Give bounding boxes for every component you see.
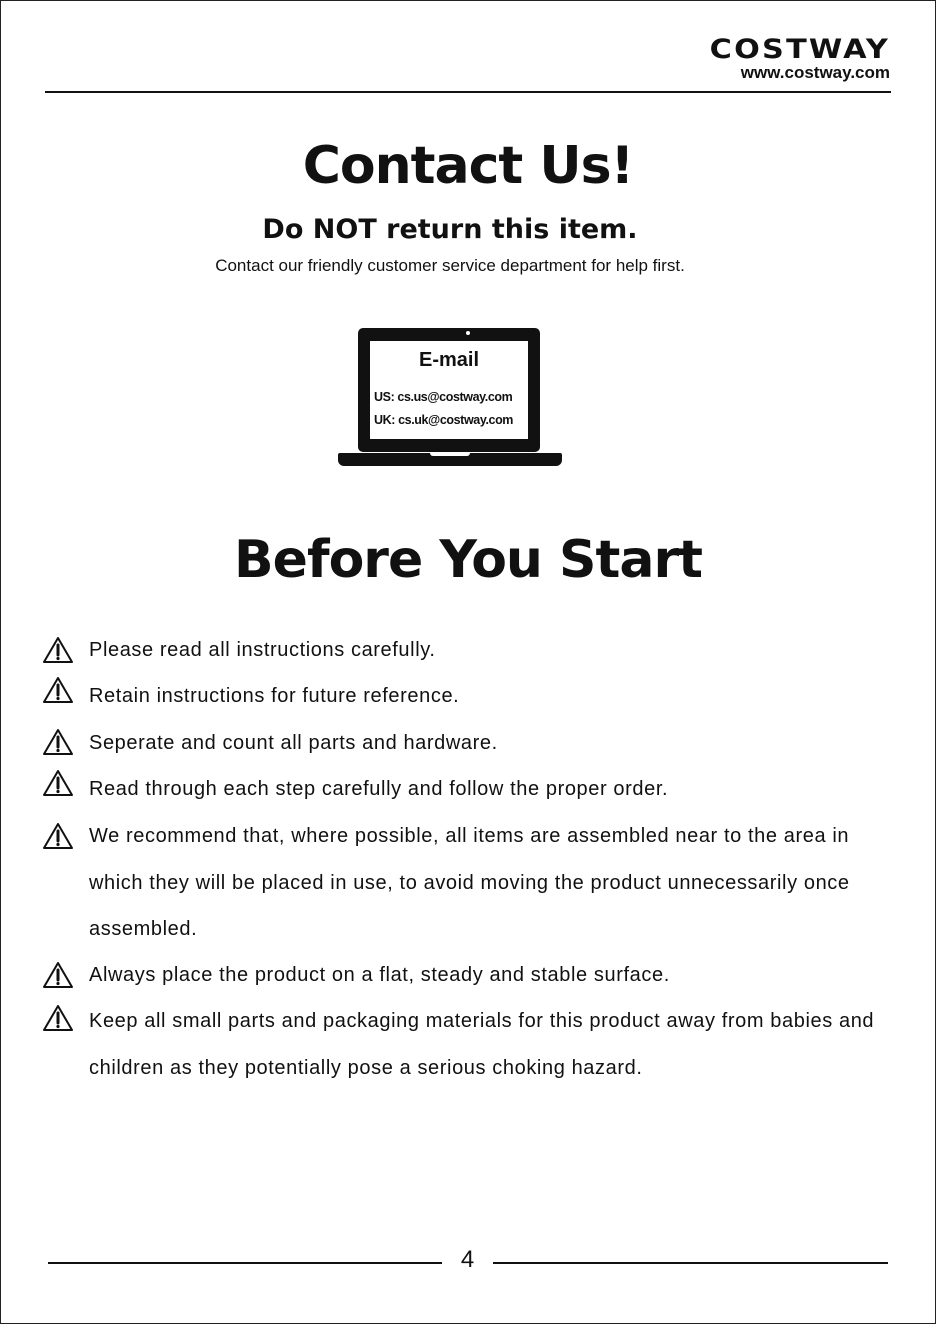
laptop-camera bbox=[466, 331, 470, 335]
no-return-subtitle: Do NOT return this item. bbox=[262, 214, 638, 245]
warning-triangle-icon bbox=[42, 636, 74, 664]
instruction-text: Seperate and count all parts and hardware. bbox=[89, 732, 498, 754]
instruction-text: We recommend that, where possible, all items are assembled near to the area in which they will be placed in use, to avoid moving the product unnecessarily once assembled. bbox=[89, 825, 850, 940]
warning-triangle-icon bbox=[42, 728, 74, 756]
email-uk: UK: cs.uk@costway.com bbox=[374, 413, 514, 427]
contact-description: Contact our friendly customer service department for help first. bbox=[215, 256, 685, 275]
warning-triangle-icon bbox=[42, 1004, 74, 1032]
instruction-text: Read through each step carefully and follow the proper order. bbox=[89, 778, 669, 800]
email-heading: E-mail bbox=[418, 349, 480, 371]
contact-title: Contact Us! bbox=[302, 136, 634, 196]
instruction-text: Retain instructions for future reference. bbox=[89, 685, 460, 707]
footer-divider-left bbox=[48, 1262, 442, 1264]
before-start-title: Before You Start bbox=[234, 530, 702, 590]
warning-triangle-icon bbox=[42, 769, 74, 797]
warning-triangle-icon bbox=[42, 676, 74, 704]
page-number: 4 bbox=[460, 1246, 475, 1273]
laptop-icon bbox=[338, 328, 562, 470]
brand-url: www.costway.com bbox=[740, 63, 890, 82]
warning-triangle-icon bbox=[42, 822, 74, 850]
brand-logo: COSTWAY bbox=[709, 34, 890, 65]
laptop-notch bbox=[430, 453, 470, 456]
brand-header bbox=[709, 34, 890, 82]
laptop-base bbox=[338, 453, 562, 466]
instruction-text: Always place the product on a flat, steady and stable surface. bbox=[89, 964, 670, 986]
instruction-text: Please read all instructions carefully. bbox=[89, 639, 436, 661]
header-divider bbox=[45, 91, 891, 93]
email-us: US: cs.us@costway.com bbox=[374, 390, 513, 404]
email-panel bbox=[370, 341, 528, 439]
instruction-text: Keep all small parts and packaging materials for this product away from babies and children as they potentially pose a serious choking hazard. bbox=[89, 1010, 875, 1079]
warning-triangle-icon bbox=[42, 961, 74, 989]
footer-divider-right bbox=[493, 1262, 888, 1264]
